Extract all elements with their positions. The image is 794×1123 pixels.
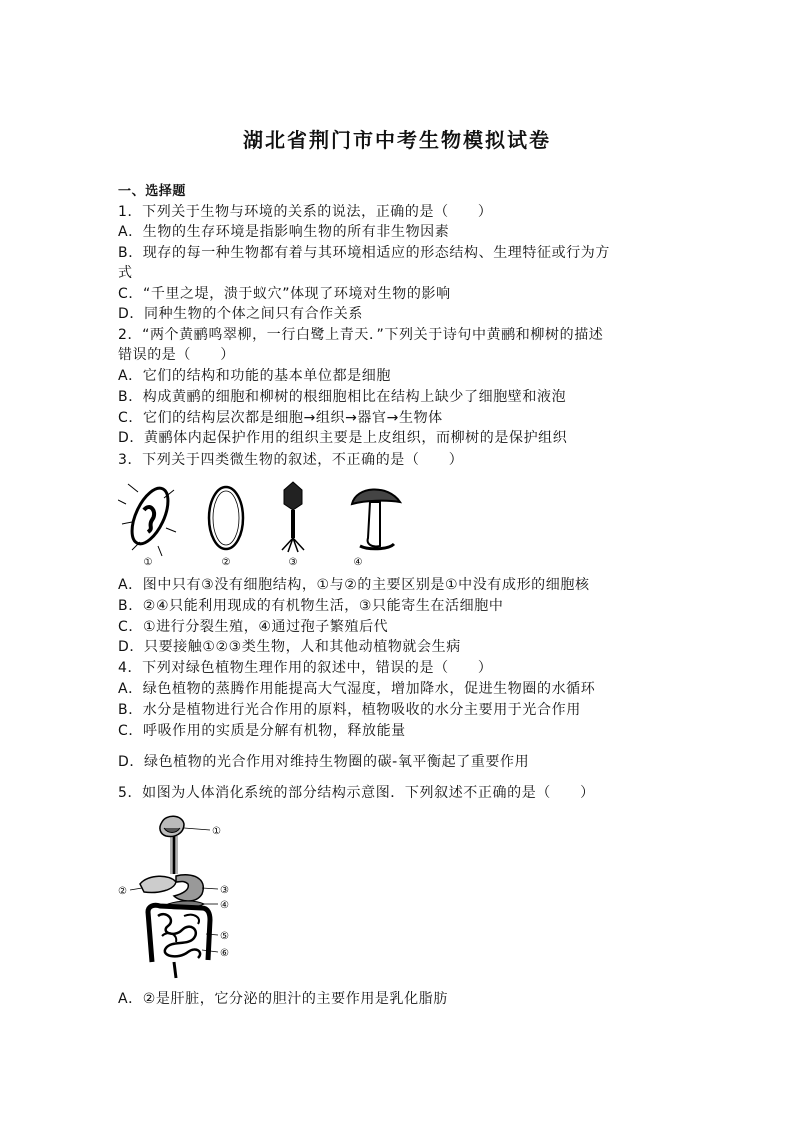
question-5-stem: 5．如图为人体消化系统的部分结构示意图．下列叙述不正确的是（ ） <box>118 785 595 801</box>
microbe-label-1: ① <box>143 557 153 568</box>
digestive-label-3: ③ <box>220 885 229 896</box>
microbe-label-4: ④ <box>353 557 363 568</box>
microbe-label-2: ② <box>221 557 231 568</box>
microbes-figure <box>118 478 408 568</box>
microbe-label-3: ③ <box>288 557 298 568</box>
question-1-option-b-cont: 式 <box>118 265 133 281</box>
question-4-option-a: A．绿色植物的蒸腾作用能提高大气湿度，增加降水，促进生物圈的水循环 <box>118 681 596 697</box>
question-2-stem: 2．“两个黄鹂鸣翠柳，一行白鹭上青天．”下列关于诗句中黄鹂和柳树的描述 <box>118 327 604 343</box>
question-4-option-d: D．绿色植物的光合作用对维持生物圈的碳-氧平衡起了重要作用 <box>118 754 530 770</box>
question-4-stem: 4．下列对绿色植物生理作用的叙述中，错误的是（ ） <box>118 660 493 676</box>
digestive-label-2: ② <box>118 886 127 897</box>
question-2-option-b: B．构成黄鹂的细胞和柳树的根细胞相比在结构上缺少了细胞壁和液泡 <box>118 389 567 405</box>
yeast-icon <box>209 487 243 549</box>
digestive-system-figure <box>118 812 248 984</box>
question-3-option-c: C．①进行分裂生殖，④通过孢子繁殖后代 <box>118 619 389 635</box>
question-1-option-a: A．生物的生存环境是指影响生物的所有非生物因素 <box>118 224 450 240</box>
question-2-option-d: D．黄鹂体内起保护作用的组织主要是上皮组织，而柳树的是保护组织 <box>118 430 568 446</box>
question-2-stem-cont: 错误的是（ ） <box>118 347 235 363</box>
digestive-label-6: ⑥ <box>220 948 229 959</box>
question-2-option-a: A．它们的结构和功能的基本单位都是细胞 <box>118 368 391 384</box>
digestive-label-5: ⑤ <box>220 931 229 942</box>
question-4-option-c: C．呼吸作用的实质是分解有机物，释放能量 <box>118 723 406 739</box>
question-3-option-b: B．②④只能利用现成的有机物生活，③只能寄生在活细胞中 <box>118 598 504 614</box>
question-2-option-c: C．它们的结构层次都是细胞→组织→器官→生物体 <box>118 410 443 426</box>
page-title: 湖北省荆门市中考生物模拟试卷 <box>243 128 551 152</box>
question-1-option-d: D．同种生物的个体之间只有合作关系 <box>118 306 363 322</box>
question-1-option-c: C．“千里之堤，溃于蚁穴”体现了环境对生物的影响 <box>118 286 451 302</box>
question-3-option-d: D．只要接触①②③类生物，人和其他动植物就会生病 <box>118 639 461 655</box>
digestive-label-4: ④ <box>220 900 229 911</box>
section-heading: 一、选择题 <box>118 184 187 199</box>
digestive-label-1: ① <box>212 826 221 837</box>
question-4-option-b: B．水分是植物进行光合作用的原料，植物吸收的水分主要用于光合作用 <box>118 702 581 718</box>
question-3-stem: 3．下列关于四类微生物的叙述，不正确的是（ ） <box>118 452 464 468</box>
question-1-option-b: B．现存的每一种生物都有着与其环境相适应的形态结构、生理特征或行为方 <box>118 245 611 261</box>
mushroom-icon <box>352 489 400 548</box>
question-5-option-a: A．②是肝脏，它分泌的胆汁的主要作用是乳化脂肪 <box>118 991 448 1007</box>
question-3-option-a: A．图中只有③没有细胞结构，①与②的主要区别是①中没有成形的细胞核 <box>118 577 590 593</box>
bacterium-icon <box>118 483 176 556</box>
virus-icon <box>282 482 304 552</box>
question-1-stem: 1．下列关于生物与环境的关系的说法，正确的是（ ） <box>118 204 493 220</box>
